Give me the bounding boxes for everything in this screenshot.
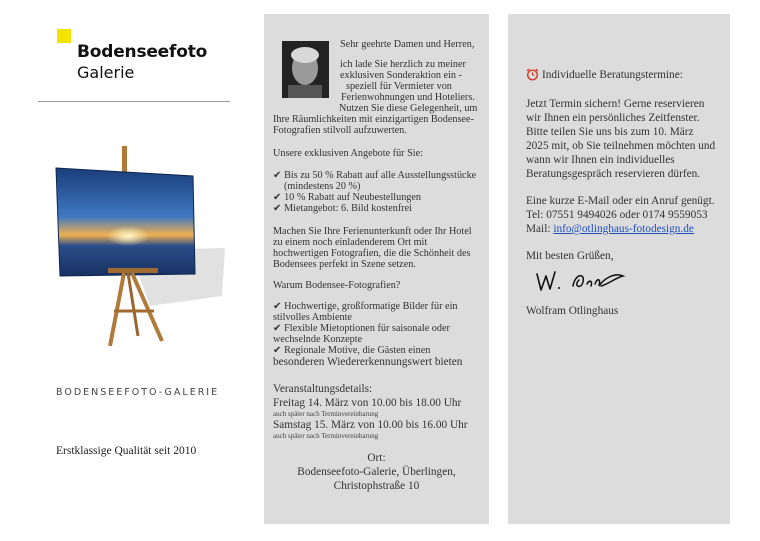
offer-item: (mindestens 20 %): [284, 181, 361, 192]
why-item: wechselnde Konzepte: [273, 334, 363, 345]
body-line: Beratungsgespräch reservieren dürfen.: [526, 168, 701, 180]
why-item: stilvolles Ambiente: [273, 312, 352, 323]
mail-line: [526, 223, 694, 236]
easel-photo-illustration: [50, 146, 240, 356]
body-line: Jetzt Termin sichern! Gerne reservieren: [526, 98, 705, 110]
divider: [38, 101, 230, 102]
intro-line: Nutzen Sie diese Gelegenheit, um: [339, 103, 478, 114]
consultation-heading: Individuelle Beratungstermine:: [542, 69, 683, 81]
signer-name: Wolfram Otlinghaus: [526, 305, 619, 317]
event-note: auch später nach Terminvereinbarung: [273, 432, 379, 440]
place-line: Christophstraße 10: [333, 480, 420, 492]
body-line: wir Ihnen ein persönliches Zeitfenster.: [526, 112, 700, 124]
event-note: auch später nach Terminvereinbarung: [273, 410, 379, 418]
pitch-line: Machen Sie Ihre Ferienunterkunft oder Ihr Hotel: [273, 226, 472, 237]
why-item: ✔ Hochwertige, großformatige Bilder für ein: [273, 301, 458, 312]
contact-intro: Eine kurze E-Mail oder ein Anruf genügt.: [526, 195, 715, 207]
body-line: 2025 mit, ob Sie teilnehmen möchten und: [526, 140, 716, 152]
body-line: Bitte teilen Sie uns bis zum 10. März: [526, 126, 694, 138]
why-item: ✔ Flexible Mietoptionen für saisonale oder: [273, 323, 450, 334]
intro-line: speziell für Vermieter von: [346, 81, 452, 92]
intro-line: ich lade Sie herzlich zu meiner: [340, 59, 466, 70]
offer-item: ✔ Mietangebot: 6. Bild kostenfrei: [273, 203, 412, 214]
portrait-photo: [282, 41, 329, 98]
pitch-line: Bodensees perfekt in Szene setzen.: [273, 259, 416, 270]
pitch-line: hochwertigen Fotografien, die die Schönheit des: [273, 248, 471, 259]
alarm-clock-icon: [526, 68, 539, 81]
place-heading: Ort:: [367, 452, 386, 464]
offer-item: ✔ 10 % Rabatt auf Neubestellungen: [273, 192, 422, 203]
event-day: Samstag 15. März von 10.00 bis 16.00 Uhr: [273, 419, 468, 431]
offers-heading: Unsere exklusiven Angebote für Sie:: [273, 148, 423, 159]
greeting: Sehr geehrte Damen und Herren,: [340, 39, 475, 50]
event-heading: Veranstaltungsdetails:: [273, 383, 373, 395]
intro-line: exklusiven Sonderaktion ein -: [340, 70, 462, 81]
email-link[interactable]: info@otlinghaus-fotodesign.de: [553, 223, 694, 235]
brand-subtitle: Galerie: [77, 63, 135, 82]
closing: Mit besten Grüßen,: [526, 250, 614, 262]
why-item: ✔ Regionale Motive, die Gästen einen: [273, 345, 431, 356]
body-line: wann wir Ihnen ein individuelles: [526, 154, 675, 166]
intro-line: Ihre Räumlichkeiten mit einzigartigen Bodensee-: [273, 114, 474, 125]
logo-mark: [57, 29, 71, 43]
phone-line: Tel: 07551 9494026 oder 0174 9559053: [526, 209, 708, 221]
pitch-line: zu einem noch einladenderem Ort mit: [273, 237, 428, 248]
tagline: Erstklassige Qualität seit 2010: [56, 445, 197, 457]
intro-line: Ferienwohnungen und Hoteliers.: [341, 92, 475, 103]
why-item: besonderen Wiedererkennungswert bieten: [273, 356, 463, 368]
intro-line: Fotografien stilvoll aufzuwerten.: [273, 125, 407, 136]
gallery-name: BODENSEEFOTO-GALERIE: [56, 387, 220, 398]
event-day: Freitag 14. März von 10.00 bis 18.00 Uhr: [273, 397, 462, 409]
mail-label: Mail:: [526, 223, 551, 235]
offer-item: ✔ Bis zu 50 % Rabatt auf alle Ausstellungsstücke: [273, 170, 477, 181]
signature: [533, 264, 633, 296]
place-line: Bodenseefoto-Galerie, Überlingen,: [297, 466, 456, 478]
brand-title: Bodenseefoto: [77, 42, 208, 62]
why-heading: Warum Bodensee-Fotografien?: [273, 280, 401, 291]
